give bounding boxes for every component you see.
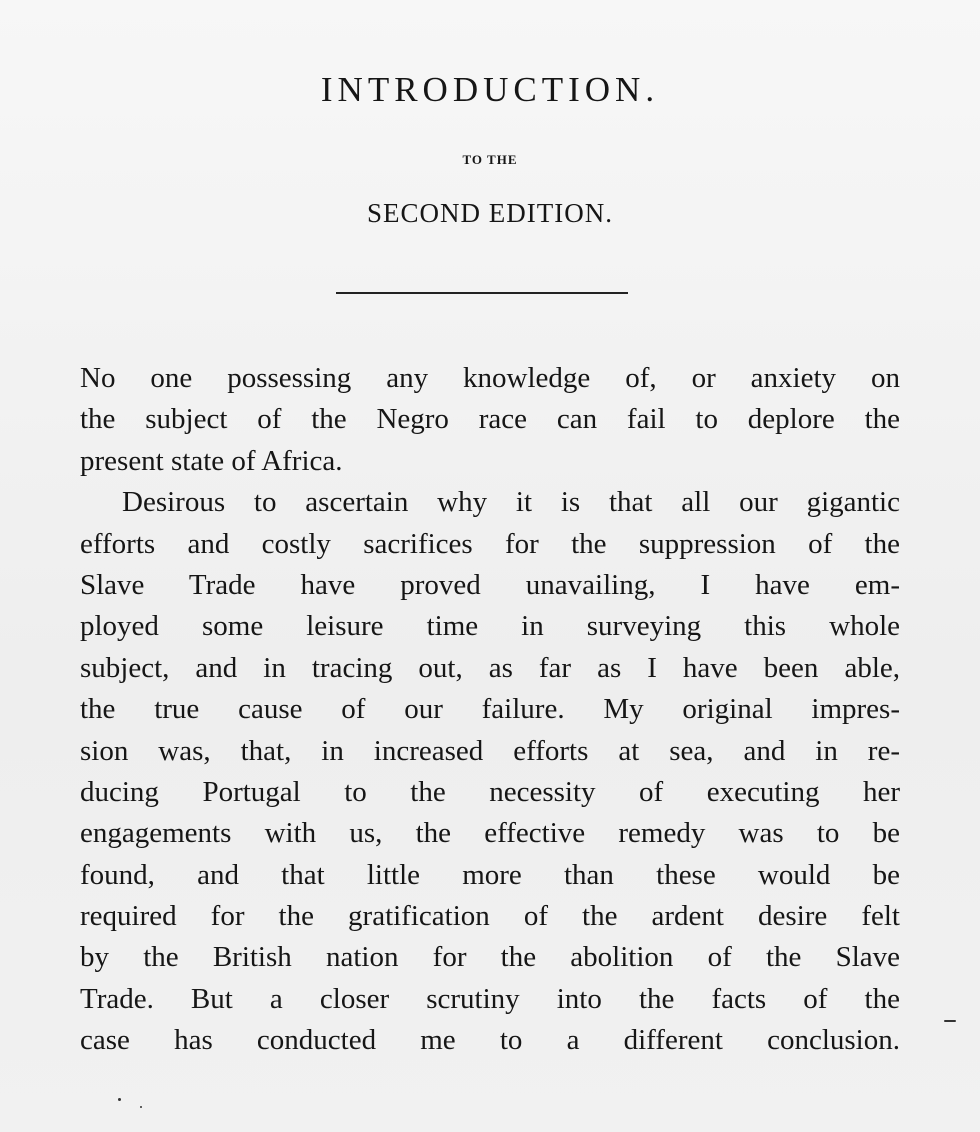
text-line-12: engagements with us, the effective remedy was to be (80, 817, 900, 850)
print-speck (118, 1098, 121, 1101)
text-line-15: by the British nation for the abolition of the Slave (80, 941, 900, 974)
text-line-14: required for the gratification of the ardent desire felt (80, 900, 900, 933)
text-line-6: Slave Trade have proved unavailing, I have em- (80, 568, 900, 601)
text-line-10: sion was, that, in increased efforts at sea, and in re- (80, 734, 900, 767)
page-title: INTRODUCTION. (320, 70, 660, 109)
text-line-1: No one possessing any knowledge of, or anxiety on (80, 362, 900, 394)
subtitle-edition: SECOND EDITION. (367, 198, 613, 228)
text-line-13: found, and that little more than these would be (80, 858, 900, 891)
text-line-9: the true cause of our failure. My original impres- (80, 693, 900, 726)
text-line-17: case has conducted me to a different conclusion. (80, 1024, 900, 1057)
text-line-3: present state of Africa. (80, 444, 343, 477)
text-line-5: efforts and costly sacrifices for the suppression of the (80, 527, 900, 560)
text-line-7: ployed some leisure time in surveying this whole (80, 610, 900, 643)
text-line-8: subject, and in tracing out, as far as I have been able, (80, 651, 900, 684)
subtitle-to-the: TO THE (462, 152, 518, 167)
text-line-2: the subject of the Negro race can fail to deplore the (80, 403, 900, 436)
text-line-11: ducing Portugal to the necessity of executing her (80, 775, 900, 808)
text-line-16: Trade. But a closer scrutiny into the facts of the (80, 982, 900, 1015)
divider-rule (336, 292, 628, 294)
body-text (80, 358, 900, 1062)
text-line-4: Desirous to ascertain why it is that all our gigantic (122, 486, 900, 519)
print-speck (944, 1020, 956, 1022)
print-speck (140, 1106, 142, 1108)
